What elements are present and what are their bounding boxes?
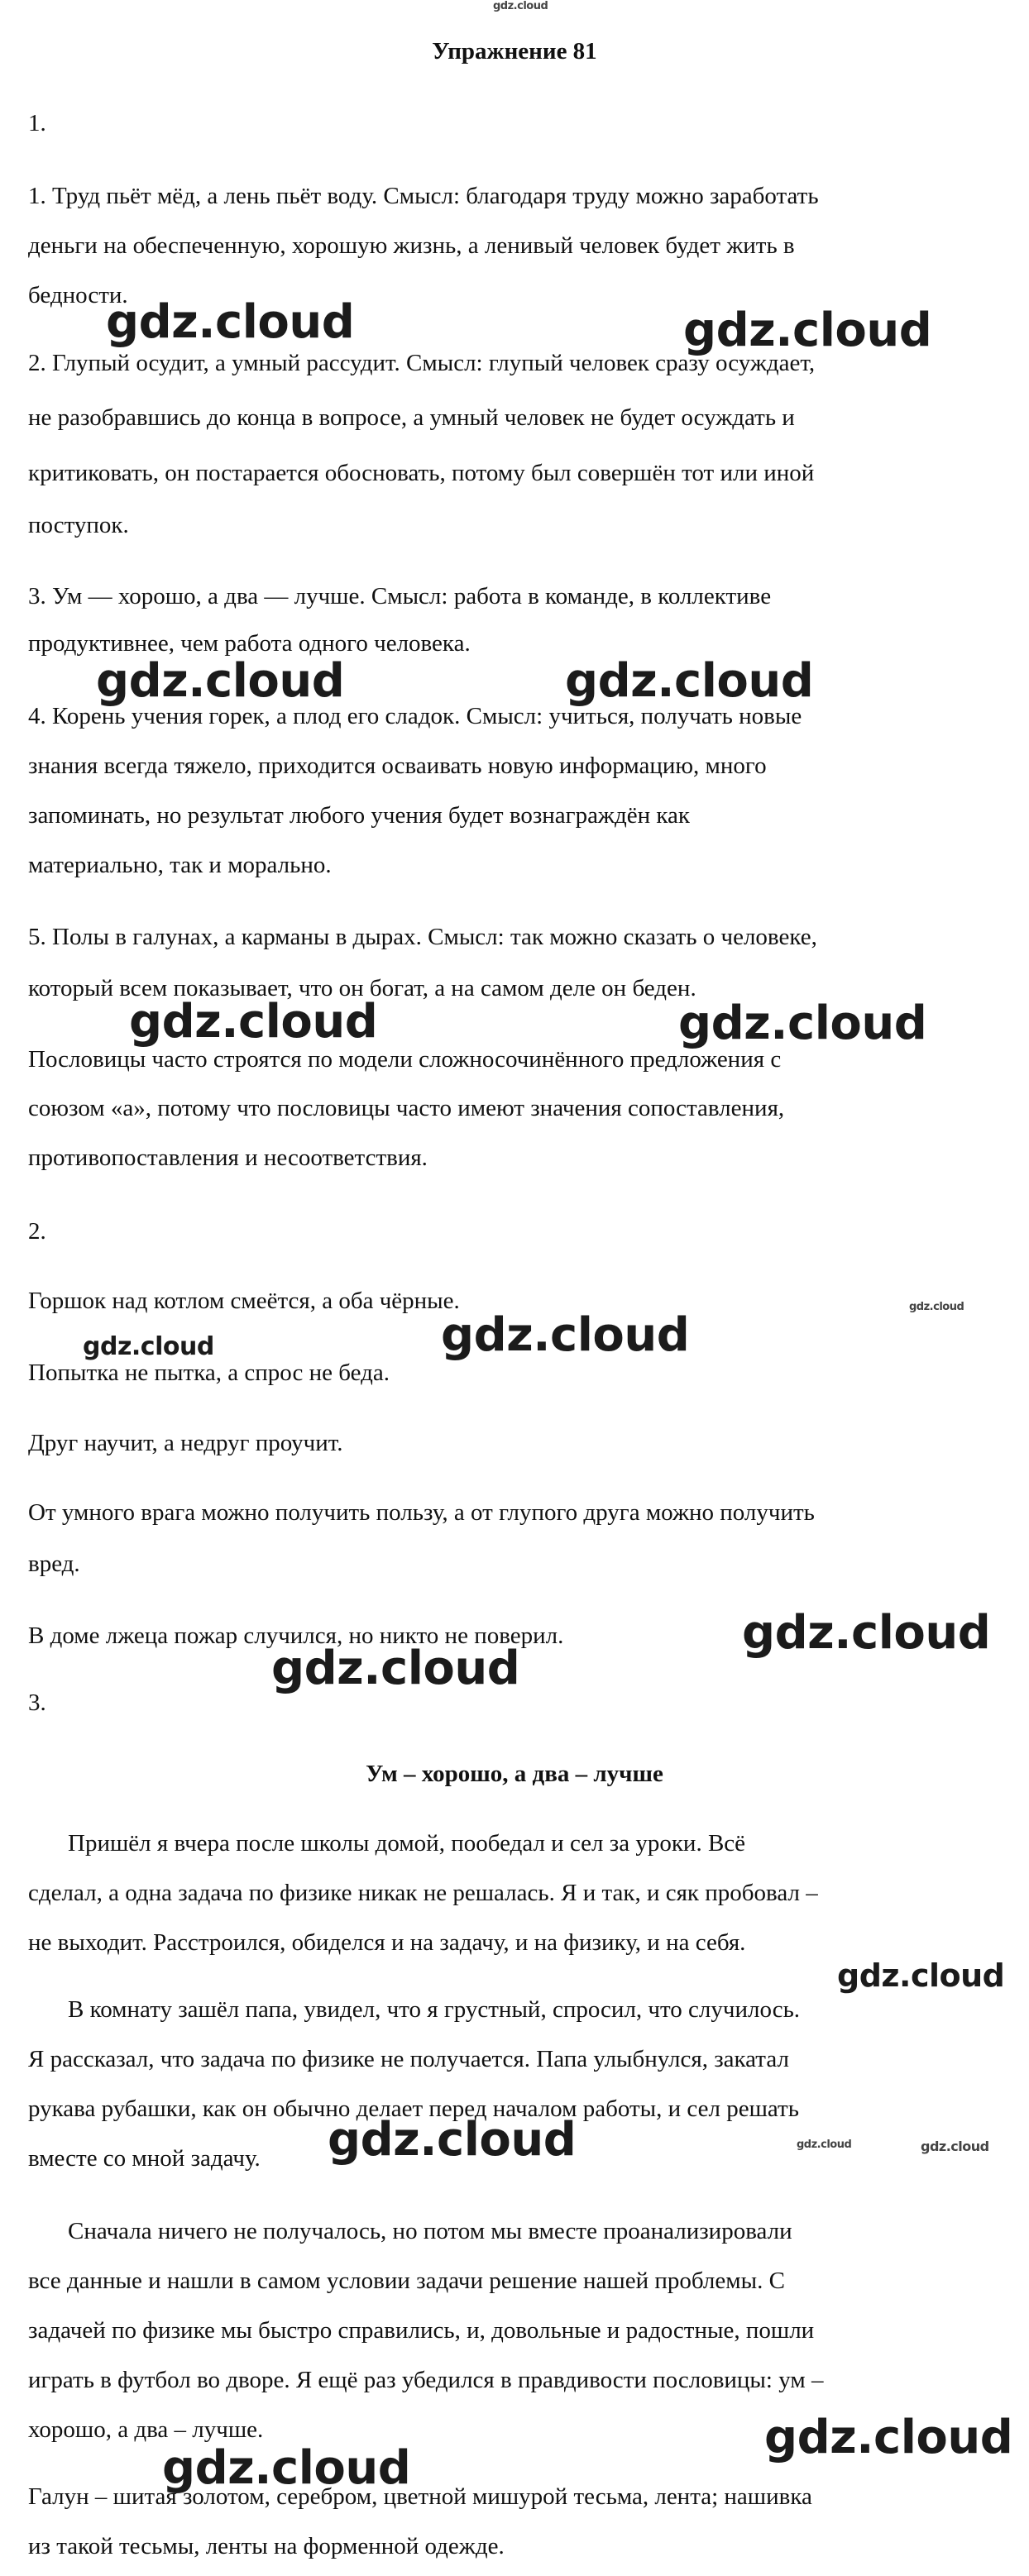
text-line: критиковать, он постарается обосновать, потому был совершён тот или иной	[28, 460, 815, 486]
story-line: задачей по физике мы быстро справились, и, довольные и радостные, пошли	[28, 2317, 815, 2344]
watermark: gdz.cloud	[683, 303, 932, 357]
story-line: В комнату зашёл папа, увидел, что я грустный, спросил, что случилось.	[68, 1996, 801, 2023]
text-line: 4. Корень учения горек, а плод его сладок. Смысл: учиться, получать новые	[28, 703, 802, 729]
text-line: союзом «а», потому что пословицы часто имеют значения сопоставления,	[28, 1095, 785, 1121]
section-number: 2.	[28, 1218, 46, 1245]
text-line: противопоставления и несоответствия.	[28, 1145, 428, 1171]
story-title: Ум – хорошо, а два – лучше	[366, 1761, 663, 1787]
watermark: gdz.cloud	[678, 996, 927, 1050]
watermark: gdz.cloud	[837, 1957, 1005, 1994]
text-line: знания всегда тяжело, приходится осваивать новую информацию, много	[28, 753, 767, 779]
watermark: gdz.cloud	[742, 1606, 991, 1660]
text-line: запоминать, но результат любого учения будет вознаграждён как	[28, 802, 690, 829]
watermark: gdz.cloud	[271, 1642, 520, 1695]
proverb-line: Попытка не пытка, а спрос не беда.	[28, 1360, 390, 1386]
story-line: Пришёл я вчера после школы домой, пообедал и сел за уроки. Всё	[68, 1830, 746, 1857]
story-line: Сначала ничего не получалось, но потом мы вместе проанализировали	[68, 2218, 792, 2244]
watermark: gdz.cloud	[909, 1301, 964, 1313]
text-line: деньги на обеспеченную, хорошую жизнь, а ленивый человек будет жить в	[28, 232, 795, 259]
text-line: продуктивнее, чем работа одного человека.	[28, 630, 471, 657]
section-number: 1.	[28, 110, 46, 136]
story-line: не выходит. Расстроился, обиделся и на задачу, и на физику, и на себя.	[28, 1929, 746, 1956]
text-line: Пословицы часто строятся по модели сложносочинённого предложения с	[28, 1046, 782, 1073]
watermark: gdz.cloud	[83, 1332, 214, 1361]
story-line: играть в футбол во дворе. Я ещё раз убедился в правдивости пословицы: ум –	[28, 2367, 824, 2393]
story-line: рукава рубашки, как он обычно делает перед началом работы, и сел решать	[28, 2096, 799, 2122]
watermark: gdz.cloud	[797, 2139, 852, 2151]
story-line: сделал, а одна задача по физике никак не решалась. Я и так, и сяк пробовал –	[28, 1880, 818, 1906]
proverb-line: В доме лжеца пожар случился, но никто не поверил.	[28, 1623, 564, 1649]
text-line: 2. Глупый осудит, а умный рассудит. Смысл: глупый человек сразу осуждает,	[28, 350, 816, 376]
footnote-line: из такой тесьмы, ленты на форменной одежде.	[28, 2533, 505, 2559]
watermark: gdz.cloud	[565, 654, 814, 708]
text-line: бедности.	[28, 282, 128, 308]
top-watermark: gdz.cloud	[493, 0, 548, 12]
page-title: Упражнение 81	[432, 38, 597, 65]
story-line: все данные и нашли в самом условии задачи решение нашей проблемы. С	[28, 2268, 785, 2294]
watermark: gdz.cloud	[106, 295, 355, 349]
proverb-line: Горшок над котлом смеётся, а оба чёрные.	[28, 1288, 460, 1314]
story-line: Я рассказал, что задача по физике не получается. Папа улыбнулся, закатал	[28, 2046, 789, 2072]
watermark: gdz.cloud	[129, 995, 378, 1049]
footnote-line: Галун – шитая золотом, серебром, цветной мишурой тесьма, лента; нашивка	[28, 2483, 812, 2510]
watermark: gdz.cloud	[921, 2139, 989, 2154]
proverb-line: вред.	[28, 1551, 80, 1577]
watermark: gdz.cloud	[328, 2113, 577, 2167]
text-line: 1. Труд пьёт мёд, а лень пьёт воду. Смысл: благодаря труду можно заработать	[28, 183, 819, 209]
text-line: 5. Полы в галунах, а карманы в дырах. Смысл: так можно сказать о человеке,	[28, 924, 817, 950]
proverb-line: Друг научит, а недруг проучит.	[28, 1430, 343, 1456]
text-line: не разобравшись до конца в вопросе, а умный человек не будет осуждать и	[28, 404, 795, 431]
text-line: 3. Ум — хорошо, а два — лучше. Смысл: работа в команде, в коллективе	[28, 583, 772, 609]
text-line: материально, так и морально.	[28, 852, 332, 878]
story-line: вместе со мной задачу.	[28, 2145, 261, 2172]
watermark: gdz.cloud	[162, 2441, 411, 2495]
text-line: поступок.	[28, 512, 129, 538]
watermark: gdz.cloud	[441, 1308, 690, 1362]
text-line: который всем показывает, что он богат, а на самом деле он беден.	[28, 975, 696, 1001]
watermark: gdz.cloud	[764, 2411, 1013, 2464]
story-line: хорошо, а два – лучше.	[28, 2416, 264, 2443]
proverb-line: От умного врага можно получить пользу, а от глупого друга можно получить	[28, 1499, 815, 1526]
watermark: gdz.cloud	[96, 654, 345, 708]
section-number: 3.	[28, 1689, 46, 1716]
